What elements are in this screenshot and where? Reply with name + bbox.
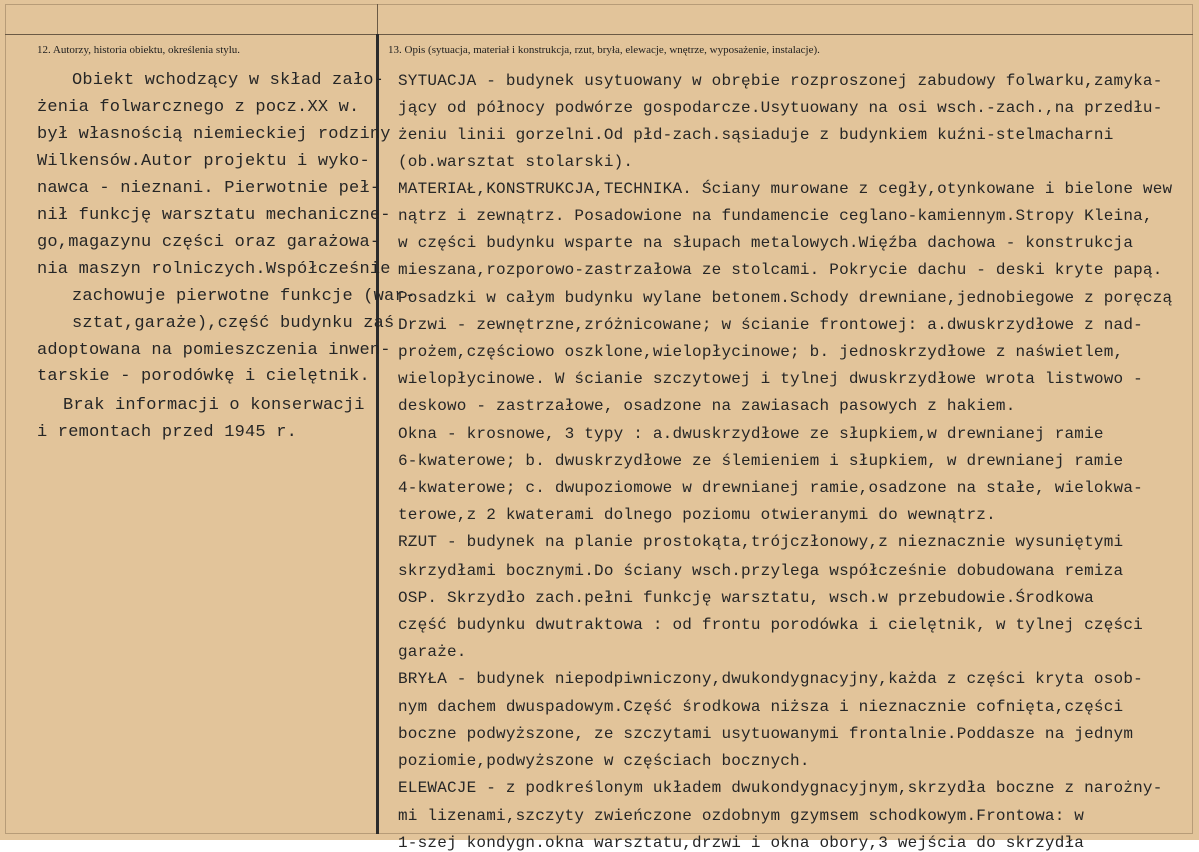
description-line: terowe,z 2 kwaterami dolnego poziomu otwieranymi do wewnątrz. <box>398 506 996 524</box>
history-line: sztat,garaże),część budynku zaś <box>72 314 395 333</box>
description-line: skrzydłami bocznymi.Do ściany wsch.przylega współcześnie dobudowana remiza <box>398 562 1124 580</box>
description-line: Okna - krosnowe, 3 typy : a.dwuskrzydłowe ze słupkiem,w drewnianej ramie <box>398 425 1104 443</box>
description-line: mieszana,rozporowo-zastrzałowa ze stolcami. Pokrycie dachu - deski kryte papą. <box>398 261 1163 279</box>
description-line: żeniu linii gorzelni.Od płd-zach.sąsiaduje z budynkiem kuźni-stelmacharni <box>398 126 1114 144</box>
header-column-divider <box>377 4 378 34</box>
history-line: nia maszyn rolniczych.Współcześnie <box>37 260 391 279</box>
description-line: RZUT - budynek na planie prostokąta,trójczłonowy,z nieznacznie wysuniętymi <box>398 533 1124 551</box>
description-line: 4-kwaterowe; c. dwupoziomowe w drewnianej ramie,osadzone na stałe, wielokwa- <box>398 479 1143 497</box>
history-line: zachowuje pierwotne funkcje (war- <box>72 287 416 306</box>
description-line: w części budynku wsparte na słupach metalowych.Więźba dachowa - konstrukcja <box>398 234 1134 252</box>
description-line: ELEWACJE - z podkreślonym układem dwukondygnacyjnym,skrzydła boczne z narożny- <box>398 779 1163 797</box>
history-line: adoptowana na pomieszczenia inwen- <box>37 341 391 360</box>
description-line: poziomie,podwyższone w częściach bocznych. <box>398 752 810 770</box>
description-line: Drzwi - zewnętrzne,zróżnicowane; w ścianie frontowej: a.dwuskrzydłowe z nad- <box>398 316 1143 334</box>
history-line: go,magazynu części oraz garażowa- <box>37 233 381 252</box>
description-line: nątrz i zewnątrz. Posadowione na fundamencie ceglano-kamiennym.Stropy Kleina, <box>398 207 1153 225</box>
description-line: garaże. <box>398 643 467 661</box>
description-line: 6-kwaterowe; b. dwuskrzydłowe ze ślemieniem i słupkiem, w drewnianej ramie <box>398 452 1124 470</box>
header-divider <box>5 34 1193 35</box>
description-line: jący od północy podwórze gospodarcze.Usytuowany na osi wsch.-zach.,na przedłu- <box>398 99 1163 117</box>
history-line: Wilkensów.Autor projektu i wyko- <box>37 152 370 171</box>
history-line: tarskie - porodówkę i cielętnik. <box>37 367 370 386</box>
history-line: żenia folwarcznego z pocz.XX w. <box>37 98 360 117</box>
description-line: mi lizenami,szczyty zwieńczone ozdobnym gzymsem schodkowym.Frontowa: w <box>398 807 1085 825</box>
description-line: Posadzki w całym budynku wylane betonem.Schody drewniane,jednobiegowe z poręczą <box>398 289 1173 307</box>
description-line: boczne podwyższone, ze szczytami usytuowanymi frontalnie.Poddasze na jednym <box>398 725 1134 743</box>
description-line: 1-szej kondygn.okna warsztatu,drzwi i okna obory,3 wejścia do skrzydła <box>398 834 1085 852</box>
description-line: nym dachem dwuspadowym.Część środkowa niższa i nieznacznie cofnięta,części <box>398 698 1124 716</box>
history-line: nawca - nieznani. Pierwotnie peł- <box>37 179 381 198</box>
description-line: SYTUACJA - budynek usytuowany w obrębie rozproszonej zabudowy folwarku,zamyka- <box>398 72 1163 90</box>
description-line: BRYŁA - budynek niepodpiwniczony,dwukondygnacyjny,każda z części kryta osob- <box>398 670 1143 688</box>
history-line: i remontach przed 1945 r. <box>37 423 298 442</box>
description-line: wielopłycinowe. W ścianie szczytowej i tylnej dwuskrzydłowe wrota listwowo - <box>398 370 1143 388</box>
description-line: deskowo - zastrzałowe, osadzone na zawiasach pasowych z hakiem. <box>398 397 1016 415</box>
description-line: MATERIAŁ,KONSTRUKCJA,TECHNIKA. Ściany murowane z cegły,otynkowane i bielone wew <box>398 180 1173 198</box>
section-13-header: 13. Opis (sytuacja, materiał i konstrukcja, rzut, bryła, elewacje, wnętrze, wyposażenie, instalacje). <box>388 44 820 56</box>
column-divider <box>376 34 379 834</box>
history-line: był własnością niemieckiej rodziny <box>37 125 391 144</box>
description-line: (ob.warsztat stolarski). <box>398 153 634 171</box>
history-line: nił funkcję warsztatu mechaniczne- <box>37 206 391 225</box>
description-line: OSP. Skrzydło zach.pełni funkcję warsztatu, wsch.w przebudowie.Środkowa <box>398 589 1094 607</box>
history-line: Brak informacji o konserwacji <box>63 396 365 415</box>
description-line: prożem,częściowo oszklone,wielopłycinowe; b. jednoskrzydłowe z naświetlem, <box>398 343 1124 361</box>
history-line: Obiekt wchodzący w skład zało- <box>72 71 385 90</box>
section-12-header: 12. Autorzy, historia obiektu, określenia stylu. <box>37 44 241 56</box>
description-line: część budynku dwutraktowa : od frontu porodówka i cielętnik, w tylnej części <box>398 616 1143 634</box>
